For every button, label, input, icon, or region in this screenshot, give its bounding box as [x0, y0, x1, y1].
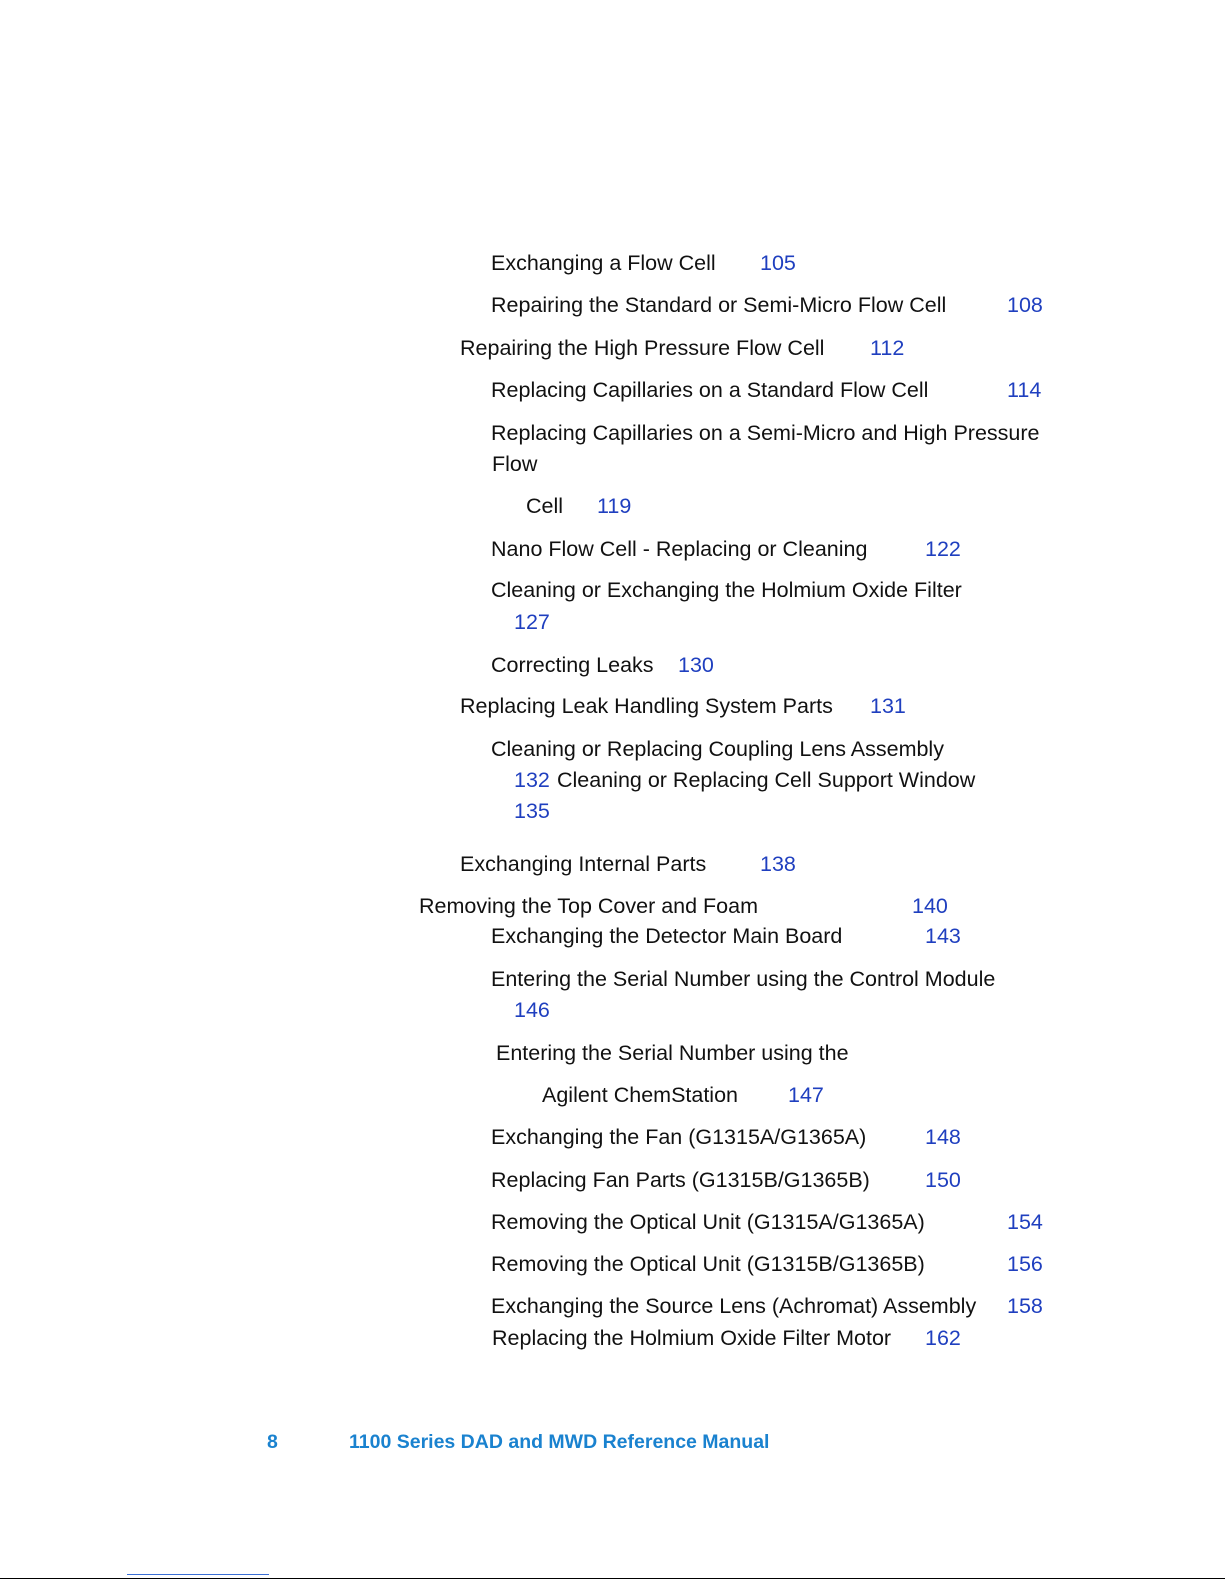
- toc-entry-title: Exchanging the Detector Main Board: [491, 924, 843, 948]
- toc-entry-title: Removing the Optical Unit (G1315A/G1365A): [491, 1210, 925, 1234]
- toc-page-link[interactable]: 130: [678, 653, 714, 677]
- toc-page-link[interactable]: 147: [788, 1083, 824, 1107]
- toc-page-link[interactable]: 132: [514, 768, 550, 792]
- toc-entry-title-continued: Flow: [492, 452, 538, 476]
- toc-entry-title: Replacing Capillaries on a Standard Flow Cell: [491, 378, 929, 402]
- toc-page-link[interactable]: 114: [1007, 378, 1042, 402]
- toc-page-link[interactable]: 138: [760, 852, 796, 876]
- footer-page-number: 8: [267, 1431, 278, 1453]
- toc-entry-title: Repairing the Standard or Semi-Micro Flow Cell: [491, 293, 947, 317]
- toc-entry-title: Replacing Leak Handling System Parts: [460, 694, 833, 718]
- toc-page-link[interactable]: 148: [925, 1125, 961, 1149]
- toc-page-link[interactable]: 119: [597, 494, 632, 518]
- toc-entry-title: Replacing the Holmium Oxide Filter Motor: [492, 1326, 892, 1350]
- toc-page-link[interactable]: 146: [514, 998, 550, 1022]
- toc-entry-title: Exchanging Internal Parts: [460, 852, 707, 876]
- toc-page-link[interactable]: 108: [1007, 293, 1043, 317]
- toc-page-link[interactable]: 127: [514, 610, 550, 634]
- toc-entry-title: Entering the Serial Number using the Control Module: [491, 967, 996, 991]
- toc-entry-title: Exchanging the Fan (G1315A/G1365A): [491, 1125, 867, 1149]
- toc-page-link[interactable]: 131: [870, 694, 906, 718]
- toc-page-link[interactable]: 150: [925, 1168, 961, 1192]
- toc-page-link[interactable]: 162: [925, 1326, 961, 1350]
- toc-entry-title: Cleaning or Replacing Cell Support Window: [557, 768, 976, 792]
- toc-entry-title: Repairing the High Pressure Flow Cell: [460, 336, 825, 360]
- toc-entry-title: Replacing Capillaries on a Semi-Micro and High Pressure: [491, 421, 1040, 445]
- toc-page-link[interactable]: 158: [1007, 1294, 1043, 1318]
- toc-entry-title: Exchanging the Source Lens (Achromat) Assembly: [491, 1294, 977, 1318]
- toc-entry-title: Nano Flow Cell - Replacing or Cleaning: [491, 537, 868, 561]
- footnote-separator: [127, 1574, 269, 1575]
- toc-entry-title: Replacing Fan Parts (G1315B/G1365B): [491, 1168, 870, 1192]
- toc-page-link[interactable]: 135: [514, 799, 550, 823]
- footer-manual-title: 1100 Series DAD and MWD Reference Manual: [349, 1431, 770, 1453]
- toc-entry-title: Entering the Serial Number using the: [496, 1041, 849, 1065]
- toc-entry-title: Exchanging a Flow Cell: [491, 251, 716, 275]
- page-bottom-rule: [0, 1578, 1225, 1579]
- toc-entry-title-continued: Cell: [526, 494, 564, 518]
- toc-entry-title: Removing the Top Cover and Foam: [419, 894, 759, 918]
- toc-page-link[interactable]: 140: [912, 894, 948, 918]
- toc-page-link[interactable]: 154: [1007, 1210, 1043, 1234]
- toc-page-link[interactable]: 156: [1007, 1252, 1043, 1276]
- toc-entry-title: Removing the Optical Unit (G1315B/G1365B): [491, 1252, 925, 1276]
- toc-entry-title: Cleaning or Replacing Coupling Lens Assembly: [491, 737, 944, 761]
- toc-page-link[interactable]: 143: [925, 924, 961, 948]
- toc-page-link[interactable]: 112: [870, 336, 905, 360]
- toc-page-link[interactable]: 105: [760, 251, 796, 275]
- toc-entry-title: Correcting Leaks: [491, 653, 654, 677]
- toc-page-link[interactable]: 122: [925, 537, 961, 561]
- toc-entry-title: Cleaning or Exchanging the Holmium Oxide Filter: [491, 578, 962, 602]
- toc-entry-title-continued: Agilent ChemStation: [542, 1083, 738, 1107]
